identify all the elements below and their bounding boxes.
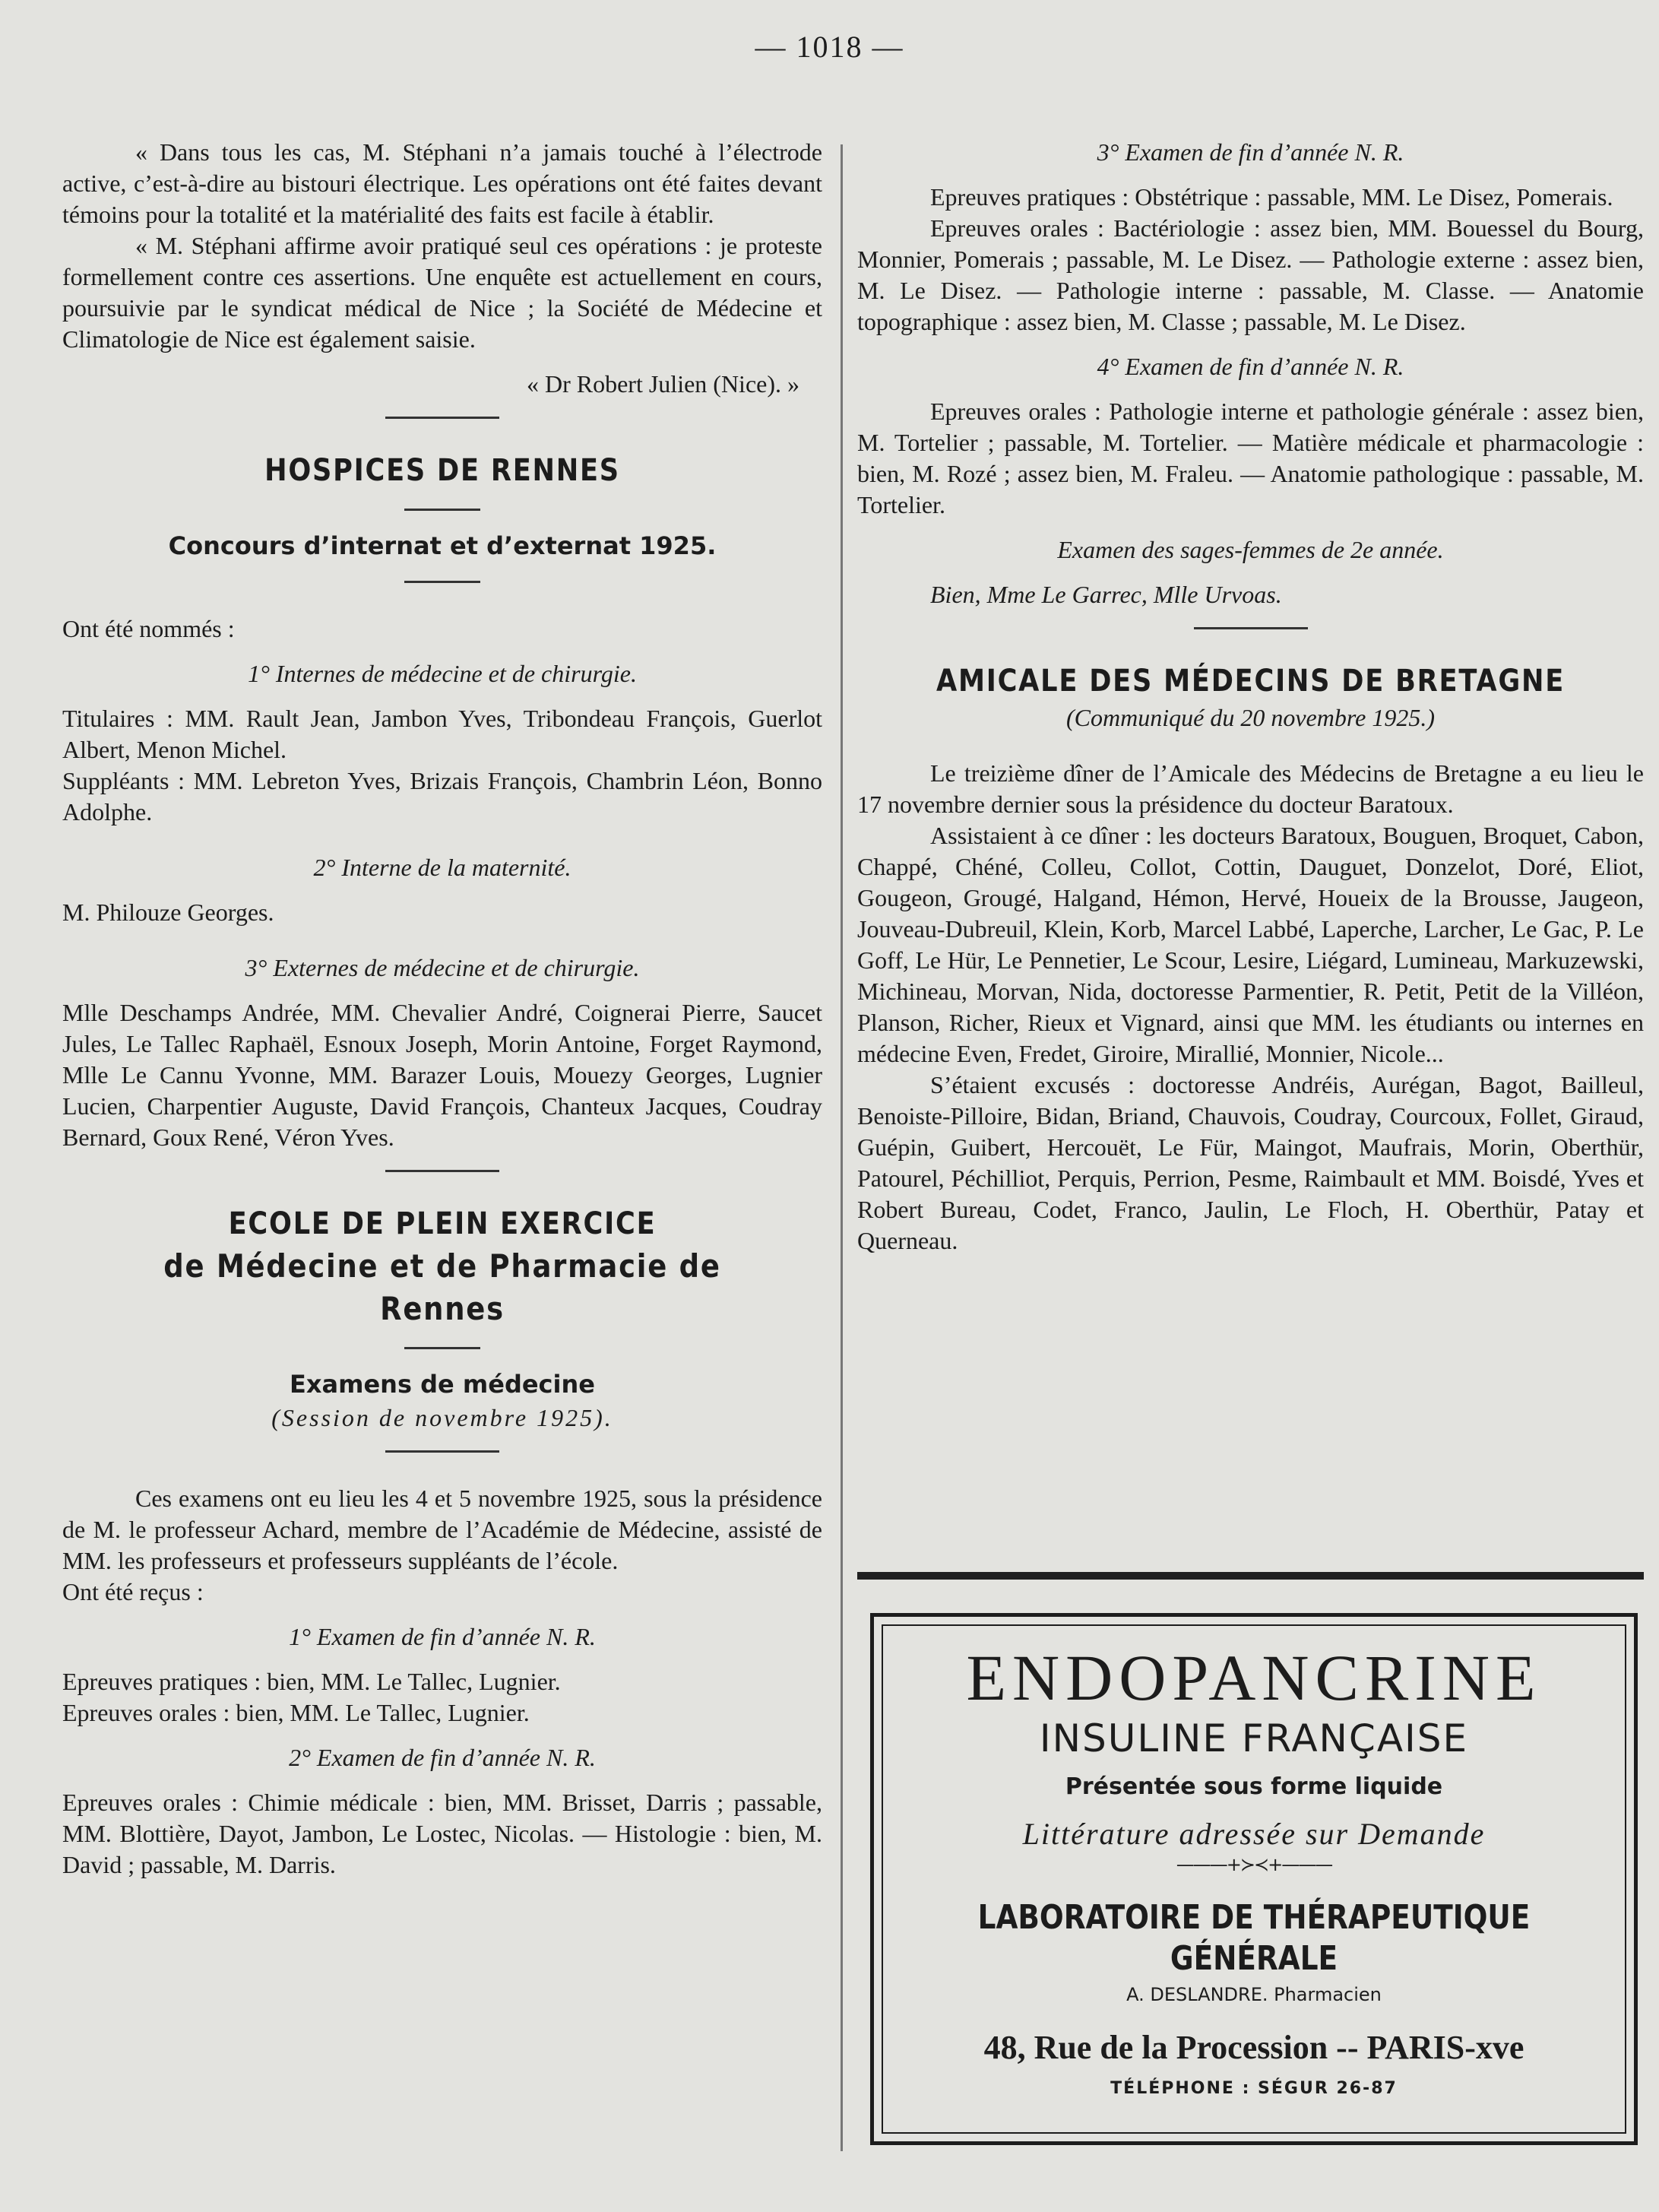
hospices-title: HOSPICES DE RENNES — [264, 453, 620, 488]
suppleants: Suppléants : MM. Lebreton Yves, Brizais François, Chambrin Léon, Bonno Adolphe. — [62, 767, 822, 826]
separator — [385, 417, 499, 419]
exam-2-text: Epreuves orales : Chimie médicale : bien, MM. Brisset, Darris ; passable, MM. Blottière, Dayot, Jambon, Le Lostec, Nicolas. — Histologie : bien, M. David ; passable, M. Darris. — [62, 1789, 822, 1878]
separator — [404, 1347, 480, 1349]
section-2-title: 2° Interne de la maternité. — [313, 854, 571, 881]
externes-list: Mlle Deschamps Andrée, MM. Chevalier André, Coignerai Pierre, Saucet Jules, Le Tallec Raphaël, Esnoux Joseph, Morin Antoine, Forget Raymond, Mlle Le Cannu Yvonne, MM. Barazer Louis, Mouezy Georges, Lugnier Lucien, Charpentier Auguste, David François, Chanteux Jacques, Coudray Bernard, Goux René, Véron Yves. — [62, 999, 822, 1151]
separator — [385, 1450, 499, 1453]
separator — [1194, 627, 1308, 629]
examens-paragraph: Ces examens ont eu lieu les 4 et 5 novembre 1925, sous la présidence de M. le professeur Achard, membre de l’Académie de Médecine, assisté de MM. les professeurs et professeurs suppléants de l’école. — [62, 1485, 822, 1574]
exam-1-title: 1° Examen de fin d’année N. R. — [289, 1623, 596, 1650]
page-number: — 1018 — — [755, 30, 904, 64]
exam-3-paragraph-1: Epreuves pratiques : Obstétrique : passable, MM. Le Disez, Pomerais. — [930, 183, 1613, 211]
amicale-title: AMICALE DES MÉDECINS DE BRETAGNE — [936, 664, 1566, 699]
ad-pharmacist: A. DESLANDRE. Pharmacien — [1126, 1984, 1382, 2005]
section-1-title: 1° Internes de médecine et de chirurgie. — [248, 660, 637, 687]
amicale-subtitle: (Communiqué du 20 novembre 1925.) — [1066, 704, 1435, 731]
advertisement-rule — [857, 1572, 1644, 1580]
exam-1-line-1: Epreuves pratiques : bien, MM. Le Tallec, Lugnier. — [62, 1668, 561, 1695]
column-divider — [841, 144, 843, 2151]
advertisement-inner-border — [882, 1624, 1626, 2134]
sages-femmes-title: Examen des sages-femmes de 2e année. — [1057, 536, 1444, 563]
endopancrine-advertisement — [870, 1613, 1638, 2145]
amicale-paragraph-3: S’étaient excusés : doctoresse Andréis, Aurégan, Bagot, Bailleul, Benoiste-Pilloire, Bidan, Briand, Chauvois, Coudray, Courcoux, Follet, Giraud, Guépin, Guibert, Hercouët, Le Für, Maingot, Maufrais, Morin, Oberthür, Patourel, Péchilliot, Perquis, Perrion, Pesme, Raimbault et MM. Boisdé, Yves et Robert Bureau, Codet, Franco, Jaulin, Le Floch, H. Oberthür, Patay et Querneau. — [857, 1071, 1644, 1254]
exam-4-title: 4° Examen de fin d’année N. R. — [1097, 353, 1404, 380]
separator — [385, 1170, 499, 1172]
ecole-title-1: ECOLE DE PLEIN EXERCICE — [228, 1206, 657, 1241]
sages-femmes-paragraph: Bien, Mme Le Garrec, Mlle Urvoas. — [930, 581, 1282, 608]
exam-1-line-2: Epreuves orales : bien, MM. Le Tallec, Lugnier. — [62, 1699, 530, 1726]
right-column — [857, 137, 1644, 1257]
ecole-title-2: de Médecine et de Pharmacie de Rennes — [163, 1247, 721, 1327]
philouze: M. Philouze Georges. — [62, 898, 274, 926]
ad-literature: Littérature adressée sur Demande — [1022, 1817, 1486, 1851]
quote-paragraph-1: « Dans tous les cas, M. Stéphani n’a jamais touché à l’électrode active, c’est-à-dire au bistouri électrique. Les opérations ont été faites devant témoins pour la totalité et la matérialité des faits est facile à établir. — [62, 138, 822, 228]
quote-paragraph-2: « M. Stéphani affirme avoir pratiqué seul ces opérations : je proteste formellement contre ces assertions. Une enquête est actuellement en cours, poursuivie par le syndicat médical de Nice ; la Société de Médecine et Climatologie de Nice est également saisie. — [62, 232, 822, 353]
ad-telephone: TÉLÉPHONE : SÉGUR 26-87 — [1110, 2079, 1398, 2098]
section-3-title: 3° Externes de médecine et de chirurgie. — [245, 954, 640, 981]
examens-title: Examens de médecine — [290, 1370, 595, 1399]
separator — [404, 581, 480, 583]
session-label: (Session de novembre 1925). — [271, 1404, 613, 1431]
exam-3-paragraph-2: Epreuves orales : Bactériologie : assez bien, MM. Bouessel du Bourg, Monnier, Pomerais ; passable, M. Le Disez. — Pathologie externe : assez bien, M. Le Disez. — Pathologie interne : passable, M. Classe. — Anatomie topographique : assez bien, M. Classe ; passable, M. Le Disez. — [857, 214, 1644, 335]
amicale-paragraph-1: Le treizième dîner de l’Amicale des Médecins de Bretagne a eu lieu le 17 novembre dernier sous la présidence du docteur Baratoux. — [857, 759, 1644, 818]
separator — [404, 509, 480, 511]
left-column — [62, 137, 822, 1881]
ad-ornament: ———+≻≺+——— — [1176, 1854, 1332, 1875]
ad-subtitle: INSULINE FRANÇAISE — [1039, 1716, 1469, 1760]
nommes-label: Ont été nommés : — [62, 615, 235, 642]
signature: « Dr Robert Julien (Nice). » — [526, 370, 799, 398]
ad-brand: ENDOPANCRINE — [966, 1641, 1542, 1714]
exam-4-paragraph: Epreuves orales : Pathologie interne et pathologie générale : assez bien, M. Tortelier ; passable, M. Tortelier. — Matière médicale et pharmacologie : bien, M. Rozé ; assez bien, M. Fraleu. — Anatomie pathologique : passable, M. Tortelier. — [857, 398, 1644, 518]
ad-laboratory: LABORATOIRE DE THÉRAPEUTIQUE GÉNÉRALE — [977, 1898, 1531, 1978]
titulaires: Titulaires : MM. Rault Jean, Jambon Yves, Tribondeau François, Guerlot Albert, Menon Michel. — [62, 705, 822, 763]
amicale-paragraph-2: Assistaient à ce dîner : les docteurs Baratoux, Bouguen, Broquet, Cabon, Chappé, Chéné, Colleu, Collot, Cottin, Dauguet, Donzelot, Doré, Eliot, Gougeon, Grougé, Halgand, Hémon, Hervé, Houeix de la Brousse, Jaugeon, Jouveau-Dubreuil, Klein, Korb, Marcel Labbé, Laperche, Larcher, Le Gac, P. Le Goff, Le Hür, Le Pennetier, Le Scour, Lesire, Liégard, Lumineau, Markuzewski, Michineau, Morvan, Nida, doctoresse Parmentier, R. Petit, Petit de la Villéon, Planson, Richer, Rieux et Vignard, ainsi que MM. les étudiants ou internes en médecine Even, Fredet, Giroire, Mirallié, Monnier, Nicole... — [857, 822, 1644, 1067]
exam-3-title: 3° Examen de fin d’année N. R. — [1097, 138, 1404, 166]
ad-form: Présentée sous forme liquide — [1065, 1773, 1443, 1800]
recus-label: Ont été reçus : — [62, 1578, 204, 1605]
concours-title: Concours d’internat et d’externat 1925. — [168, 531, 717, 560]
ad-address: 48, Rue de la Procession -- PARIS-xve — [983, 2029, 1524, 2066]
exam-2-title: 2° Examen de fin d’année N. R. — [289, 1744, 596, 1771]
